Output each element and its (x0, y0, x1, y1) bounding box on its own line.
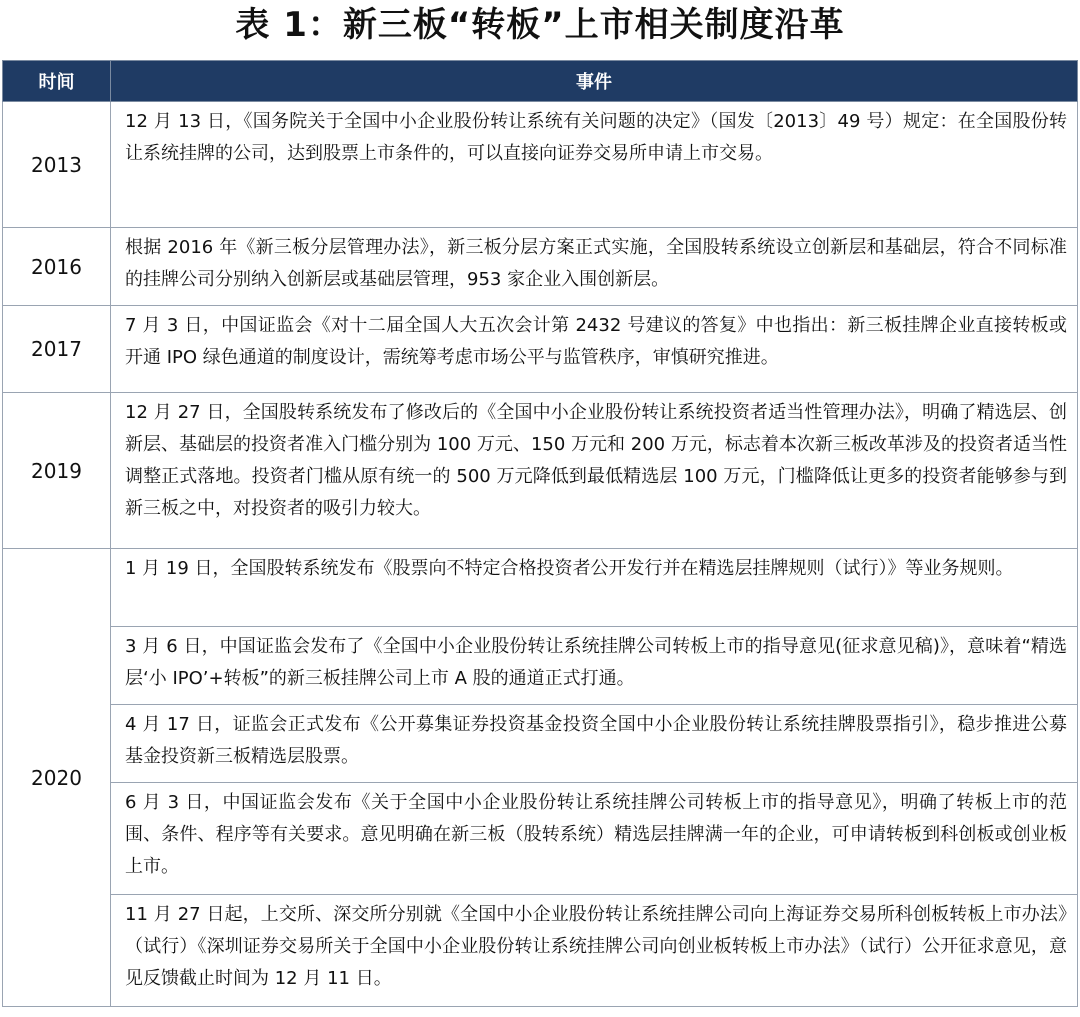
header-time: 时间 (3, 61, 111, 102)
table-row (3, 705, 1078, 783)
year-cell: 2013 (3, 102, 111, 228)
event-cell: 3 月 6 日，中国证监会发布了《全国中小企业股份转让系统挂牌公司转板上市的指导意见(征求意见稿)》，意味着“精选层‘小 IPO’+转板”的新三板挂牌公司上市 A 股的通道正式打通。 (111, 627, 1078, 705)
table-row (3, 306, 1078, 393)
event-cell: 12 月 27 日，全国股转系统发布了修改后的《全国中小企业股份转让系统投资者适当性管理办法》，明确了精选层、创新层、基础层的投资者准入门槛分别为 100 万元、150 万元和 200 万元，标志着本次新三板改革涉及的投资者适当性调整正式落地。投资者门槛从原有统一的 500 万元降低到最低精选层 100 万元，门槛降低让更多的投资者能够参与到新三板之中，对投资者的吸引力较大。 (111, 393, 1078, 549)
event-cell: 4 月 17 日，证监会正式发布《公开募集证券投资基金投资全国中小企业股份转让系统挂牌股票指引》，稳步推进公募基金投资新三板精选层股票。 (111, 705, 1078, 783)
table-row (3, 102, 1078, 228)
history-table (2, 60, 1078, 1007)
year-cell: 2020 (3, 549, 111, 1007)
event-cell: 根据 2016 年《新三板分层管理办法》，新三板分层方案正式实施，全国股转系统设立创新层和基础层，符合不同标准的挂牌公司分别纳入创新层或基础层管理，953 家企业入围创新层。 (111, 228, 1078, 306)
year-cell: 2016 (3, 228, 111, 306)
table-row (3, 228, 1078, 306)
table-row (3, 895, 1078, 1007)
table-row (3, 549, 1078, 627)
table-row (3, 627, 1078, 705)
event-cell: 1 月 19 日，全国股转系统发布《股票向不特定合格投资者公开发行并在精选层挂牌规则（试行）》等业务规则。 (111, 549, 1078, 627)
table-row (3, 783, 1078, 895)
event-cell: 12 月 13 日，《国务院关于全国中小企业股份转让系统有关问题的决定》（国发〔2013〕49 号）规定：在全国股份转让系统挂牌的公司，达到股票上市条件的，可以直接向证券交易所申请上市交易。 (111, 102, 1078, 228)
table-title: 表 1：新三板“转板”上市相关制度沿革 (235, 5, 845, 45)
year-cell: 2017 (3, 306, 111, 393)
event-cell: 6 月 3 日，中国证监会发布《关于全国中小企业股份转让系统挂牌公司转板上市的指导意见》，明确了转板上市的范围、条件、程序等有关要求。意见明确在新三板（股转系统）精选层挂牌满一年的企业，可申请转板到科创板或创业板上市。 (111, 783, 1078, 895)
header-event: 事件 (111, 61, 1078, 102)
table-row (3, 393, 1078, 549)
event-cell: 7 月 3 日，中国证监会《对十二届全国人大五次会计第 2432 号建议的答复》中也指出：新三板挂牌企业直接转板或开通 IPO 绿色通道的制度设计，需统筹考虑市场公平与监管秩序，审慎研究推进。 (111, 306, 1078, 393)
year-cell: 2019 (3, 393, 111, 549)
header-row (3, 61, 1078, 102)
event-cell: 11 月 27 日起，上交所、深交所分别就《全国中小企业股份转让系统挂牌公司向上海证券交易所科创板转板上市办法》（试行）《深圳证券交易所关于全国中小企业股份转让系统挂牌公司向创业板转板上市办法》（试行）公开征求意见，意见反馈截止时间为 12 月 11 日。 (111, 895, 1078, 1007)
